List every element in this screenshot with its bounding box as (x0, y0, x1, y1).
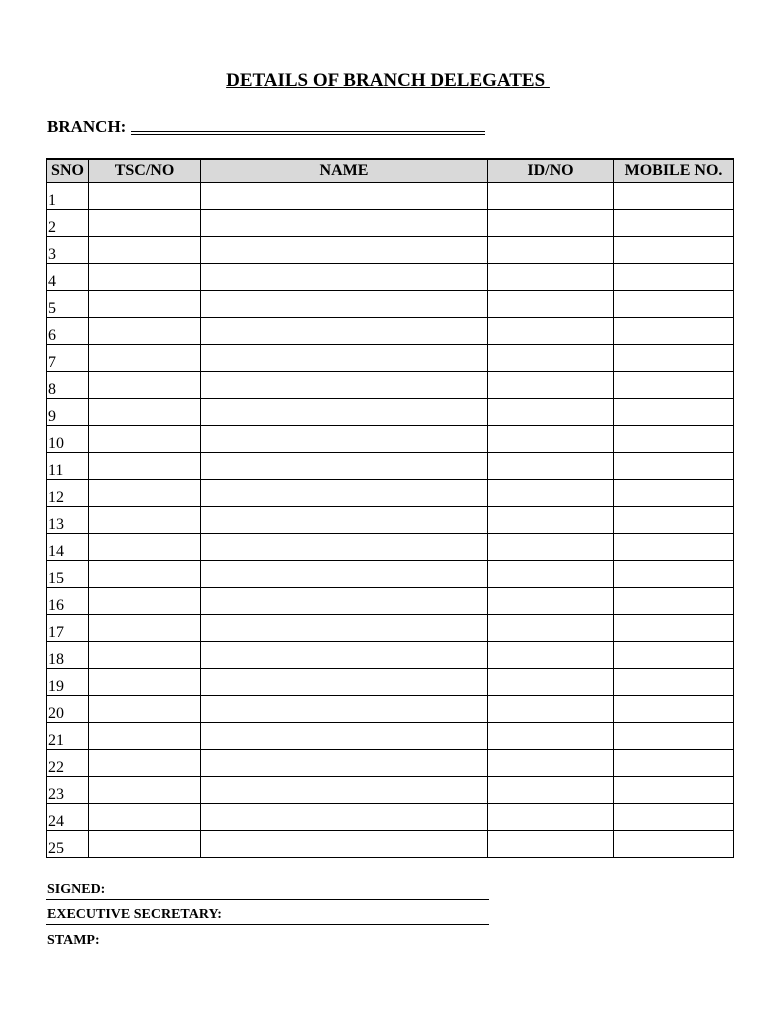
id-no-cell[interactable] (488, 237, 614, 264)
sno-cell: 16 (47, 588, 89, 615)
sno-cell: 18 (47, 642, 89, 669)
name-cell[interactable] (201, 696, 488, 723)
mobile-no-cell[interactable] (614, 291, 734, 318)
table-row (47, 723, 734, 750)
mobile-no-cell[interactable] (614, 237, 734, 264)
mobile-no-cell[interactable] (614, 372, 734, 399)
tsc-no-cell[interactable] (89, 480, 201, 507)
name-cell[interactable] (201, 480, 488, 507)
table-header-row (47, 159, 734, 183)
mobile-no-cell[interactable] (614, 210, 734, 237)
sno-cell: 7 (47, 345, 89, 372)
sno-cell: 9 (47, 399, 89, 426)
sno-cell: 21 (47, 723, 89, 750)
tsc-no-cell[interactable] (89, 264, 201, 291)
id-no-cell[interactable] (488, 183, 614, 210)
tsc-no-cell[interactable] (89, 588, 201, 615)
table-row (47, 426, 734, 453)
mobile-no-cell[interactable] (614, 723, 734, 750)
table-row (47, 507, 734, 534)
id-no-cell[interactable] (488, 318, 614, 345)
table-row (47, 318, 734, 345)
mobile-no-cell[interactable] (614, 480, 734, 507)
document-title: DETAILS OF BRANCH DELEGATES (226, 70, 550, 91)
name-cell[interactable] (201, 642, 488, 669)
branch-label: BRANCH: (47, 117, 127, 136)
id-no-cell[interactable] (488, 750, 614, 777)
mobile-no-cell[interactable] (614, 399, 734, 426)
tsc-no-cell[interactable] (89, 561, 201, 588)
id-no-cell[interactable] (488, 399, 614, 426)
table-row (47, 588, 734, 615)
name-cell[interactable] (201, 669, 488, 696)
header-sno: SNO (47, 159, 89, 183)
tsc-no-cell[interactable] (89, 804, 201, 831)
mobile-no-cell[interactable] (614, 318, 734, 345)
tsc-no-cell[interactable] (89, 534, 201, 561)
id-no-cell[interactable] (488, 696, 614, 723)
name-cell[interactable] (201, 615, 488, 642)
sno-cell: 8 (47, 372, 89, 399)
stamp-label: STAMP: (47, 933, 100, 948)
sno-cell: 1 (47, 183, 89, 210)
id-no-cell[interactable] (488, 291, 614, 318)
sno-cell: 14 (47, 534, 89, 561)
tsc-no-cell[interactable] (89, 615, 201, 642)
name-cell[interactable] (201, 750, 488, 777)
tsc-no-cell[interactable] (89, 507, 201, 534)
table-row (47, 480, 734, 507)
sno-cell: 3 (47, 237, 89, 264)
mobile-no-cell[interactable] (614, 615, 734, 642)
tsc-no-cell[interactable] (89, 399, 201, 426)
table-row (47, 372, 734, 399)
name-cell[interactable] (201, 453, 488, 480)
name-cell[interactable] (201, 723, 488, 750)
table-row (47, 561, 734, 588)
name-cell[interactable] (201, 507, 488, 534)
id-no-cell[interactable] (488, 669, 614, 696)
id-no-cell[interactable] (488, 210, 614, 237)
tsc-no-cell[interactable] (89, 696, 201, 723)
mobile-no-cell[interactable] (614, 831, 734, 858)
id-no-cell[interactable] (488, 723, 614, 750)
header-id-no: ID/NO (488, 159, 614, 183)
table-row (47, 777, 734, 804)
id-no-cell[interactable] (488, 831, 614, 858)
stamp-area (46, 933, 489, 949)
signed-line[interactable] (46, 882, 489, 900)
table-row (47, 750, 734, 777)
name-cell[interactable] (201, 237, 488, 264)
header-tsc-no: TSC/NO (89, 159, 201, 183)
table-row (47, 210, 734, 237)
sno-cell: 12 (47, 480, 89, 507)
table-row (47, 291, 734, 318)
mobile-no-cell[interactable] (614, 777, 734, 804)
table-row (47, 642, 734, 669)
tsc-no-cell[interactable] (89, 210, 201, 237)
sno-cell: 20 (47, 696, 89, 723)
tsc-no-cell[interactable] (89, 426, 201, 453)
signed-label: SIGNED: (47, 882, 106, 897)
mobile-no-cell[interactable] (614, 669, 734, 696)
sno-cell: 4 (47, 264, 89, 291)
sno-cell: 13 (47, 507, 89, 534)
sno-cell: 6 (47, 318, 89, 345)
mobile-no-cell[interactable] (614, 183, 734, 210)
table-row (47, 669, 734, 696)
name-cell[interactable] (201, 777, 488, 804)
branch-field-row (47, 117, 485, 137)
name-cell[interactable] (201, 561, 488, 588)
table-row (47, 831, 734, 858)
tsc-no-cell[interactable] (89, 642, 201, 669)
name-cell[interactable] (201, 291, 488, 318)
sno-cell: 22 (47, 750, 89, 777)
branch-input-line[interactable] (131, 117, 485, 132)
id-no-cell[interactable] (488, 480, 614, 507)
mobile-no-cell[interactable] (614, 264, 734, 291)
name-cell[interactable] (201, 399, 488, 426)
header-mobile-no: MOBILE NO. (614, 159, 734, 183)
table-row (47, 399, 734, 426)
table-row (47, 696, 734, 723)
id-no-cell[interactable] (488, 345, 614, 372)
sno-cell: 19 (47, 669, 89, 696)
table-row (47, 804, 734, 831)
mobile-no-cell[interactable] (614, 453, 734, 480)
table-row (47, 453, 734, 480)
id-no-cell[interactable] (488, 588, 614, 615)
sno-cell: 15 (47, 561, 89, 588)
id-no-cell[interactable] (488, 453, 614, 480)
mobile-no-cell[interactable] (614, 642, 734, 669)
mobile-no-cell[interactable] (614, 507, 734, 534)
name-cell[interactable] (201, 210, 488, 237)
name-cell[interactable] (201, 804, 488, 831)
tsc-no-cell[interactable] (89, 669, 201, 696)
sno-cell: 24 (47, 804, 89, 831)
sno-cell: 25 (47, 831, 89, 858)
sno-cell: 5 (47, 291, 89, 318)
mobile-no-cell[interactable] (614, 804, 734, 831)
delegates-table (46, 158, 734, 858)
id-no-cell[interactable] (488, 804, 614, 831)
tsc-no-cell[interactable] (89, 237, 201, 264)
sno-cell: 10 (47, 426, 89, 453)
tsc-no-cell[interactable] (89, 183, 201, 210)
id-no-cell[interactable] (488, 264, 614, 291)
table-row (47, 345, 734, 372)
id-no-cell[interactable] (488, 372, 614, 399)
tsc-no-cell[interactable] (89, 777, 201, 804)
name-cell[interactable] (201, 426, 488, 453)
mobile-no-cell[interactable] (614, 426, 734, 453)
table-row (47, 183, 734, 210)
sno-cell: 11 (47, 453, 89, 480)
tsc-no-cell[interactable] (89, 345, 201, 372)
id-no-cell[interactable] (488, 507, 614, 534)
name-cell[interactable] (201, 264, 488, 291)
table-body (47, 183, 734, 858)
executive-secretary-line[interactable] (46, 907, 489, 925)
mobile-no-cell[interactable] (614, 561, 734, 588)
id-no-cell[interactable] (488, 777, 614, 804)
mobile-no-cell[interactable] (614, 534, 734, 561)
sno-cell: 2 (47, 210, 89, 237)
tsc-no-cell[interactable] (89, 318, 201, 345)
name-cell[interactable] (201, 372, 488, 399)
table-row (47, 615, 734, 642)
name-cell[interactable] (201, 345, 488, 372)
name-cell[interactable] (201, 831, 488, 858)
header-name: NAME (201, 159, 488, 183)
id-no-cell[interactable] (488, 561, 614, 588)
name-cell[interactable] (201, 534, 488, 561)
id-no-cell[interactable] (488, 642, 614, 669)
table-row (47, 237, 734, 264)
tsc-no-cell[interactable] (89, 372, 201, 399)
tsc-no-cell[interactable] (89, 750, 201, 777)
tsc-no-cell[interactable] (89, 723, 201, 750)
table-row (47, 534, 734, 561)
table-row (47, 264, 734, 291)
id-no-cell[interactable] (488, 615, 614, 642)
executive-secretary-label: EXECUTIVE SECRETARY: (47, 907, 222, 922)
tsc-no-cell[interactable] (89, 453, 201, 480)
mobile-no-cell[interactable] (614, 588, 734, 615)
tsc-no-cell[interactable] (89, 291, 201, 318)
mobile-no-cell[interactable] (614, 750, 734, 777)
id-no-cell[interactable] (488, 426, 614, 453)
name-cell[interactable] (201, 588, 488, 615)
mobile-no-cell[interactable] (614, 696, 734, 723)
name-cell[interactable] (201, 183, 488, 210)
sno-cell: 23 (47, 777, 89, 804)
sno-cell: 17 (47, 615, 89, 642)
mobile-no-cell[interactable] (614, 345, 734, 372)
tsc-no-cell[interactable] (89, 831, 201, 858)
name-cell[interactable] (201, 318, 488, 345)
id-no-cell[interactable] (488, 534, 614, 561)
